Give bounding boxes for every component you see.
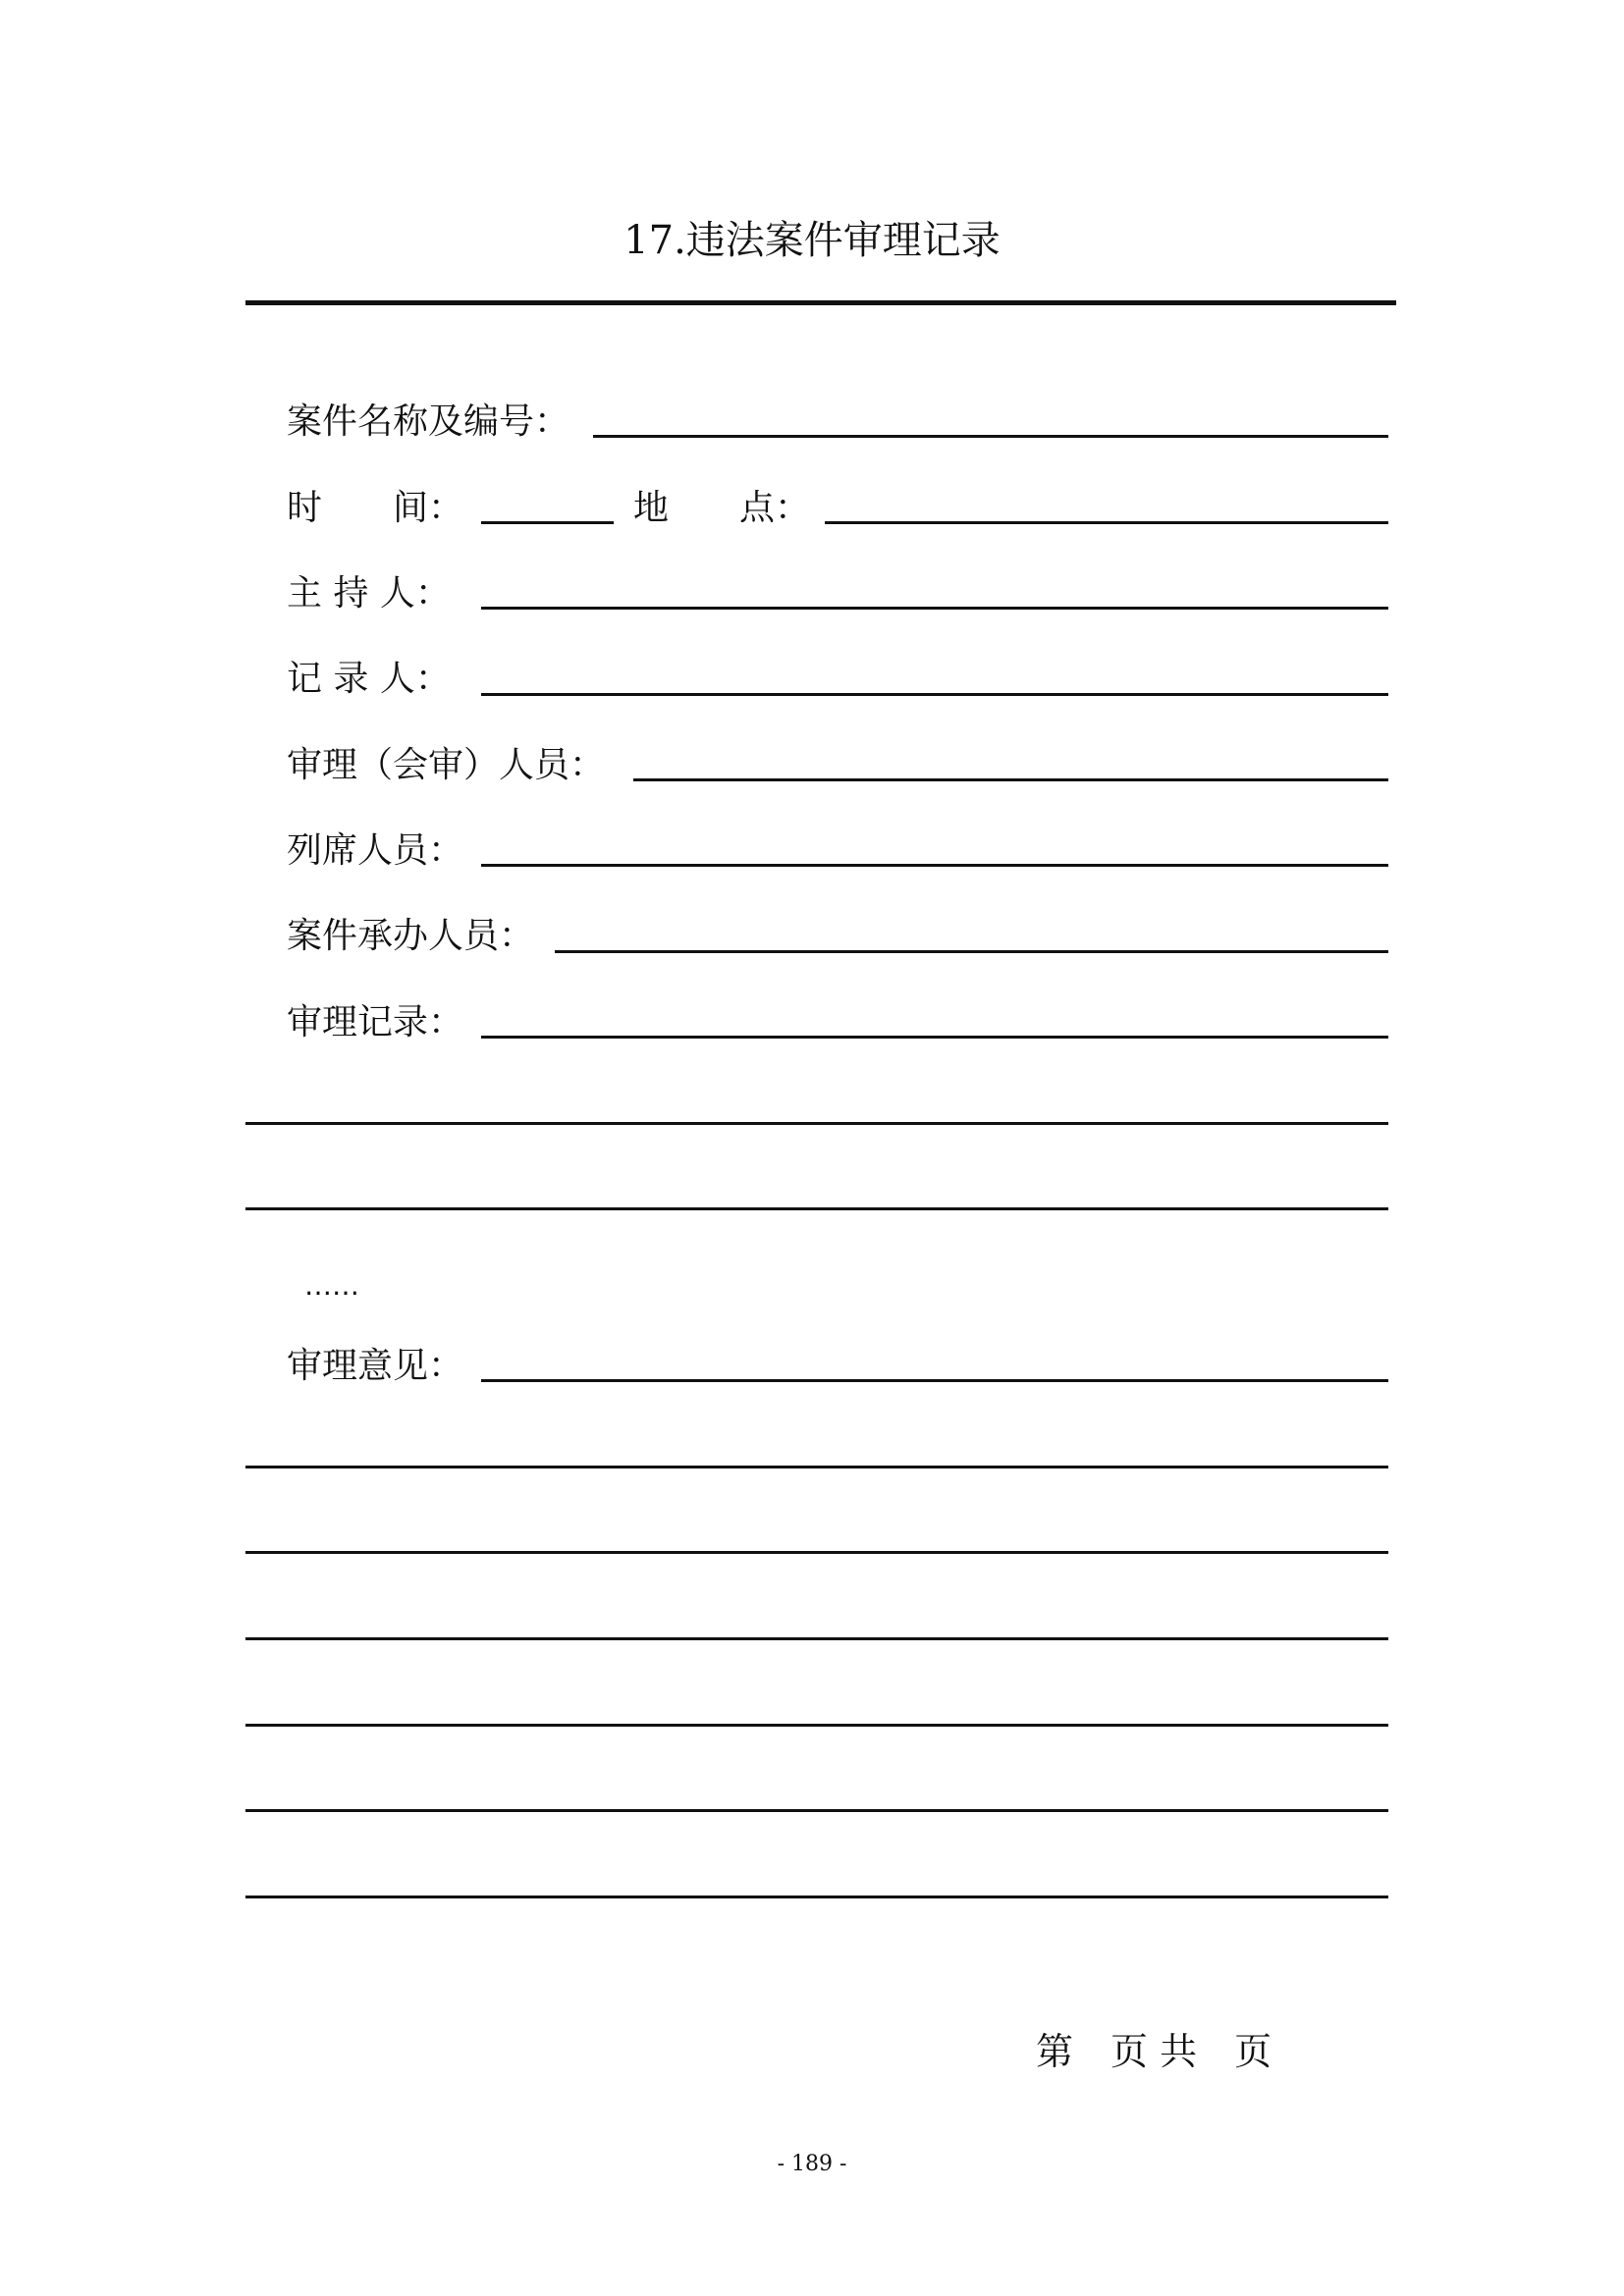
handlers-label: 案件承办人员：: [287, 916, 535, 956]
attendees-label: 列席人员：: [287, 830, 464, 871]
review-opinion-line[interactable]: [245, 1637, 1388, 1640]
continuation-ellipsis: ……: [304, 1269, 359, 1302]
review-opinion-line[interactable]: [245, 1809, 1388, 1812]
page-number: - 189 -: [777, 2152, 847, 2176]
review-opinion-line[interactable]: [245, 1896, 1388, 1898]
page-count: 第 页 共 页: [1036, 2030, 1272, 2073]
host-label: 主 持 人：: [287, 573, 451, 614]
review-opinion-label: 审理意见：: [287, 1346, 464, 1386]
review-record-field[interactable]: [481, 1036, 1388, 1039]
time-label: 时 间：: [287, 488, 464, 528]
review-opinion-line[interactable]: [245, 1724, 1388, 1727]
review-record-label: 审理记录：: [287, 1002, 464, 1042]
handlers-field[interactable]: [555, 950, 1388, 953]
title-rule: [245, 300, 1396, 305]
time-field[interactable]: [481, 521, 614, 524]
case-name-label: 案件名称及编号：: [287, 401, 570, 442]
host-field[interactable]: [481, 607, 1388, 610]
review-opinion-field[interactable]: [481, 1379, 1388, 1382]
review-record-line[interactable]: [245, 1122, 1388, 1125]
review-record-line[interactable]: [245, 1207, 1388, 1210]
reviewers-field[interactable]: [633, 778, 1388, 781]
review-opinion-line[interactable]: [245, 1466, 1388, 1468]
attendees-field[interactable]: [481, 864, 1388, 867]
document-title: 17.违法案件审理记录: [623, 218, 1001, 263]
recorder-field[interactable]: [481, 693, 1388, 696]
review-opinion-line[interactable]: [245, 1551, 1388, 1554]
reviewers-label: 审理（会审）人员：: [287, 745, 606, 785]
recorder-label: 记 录 人：: [287, 659, 451, 699]
location-label: 地 点：: [633, 488, 811, 528]
case-name-field[interactable]: [593, 435, 1388, 438]
location-field[interactable]: [825, 521, 1388, 524]
